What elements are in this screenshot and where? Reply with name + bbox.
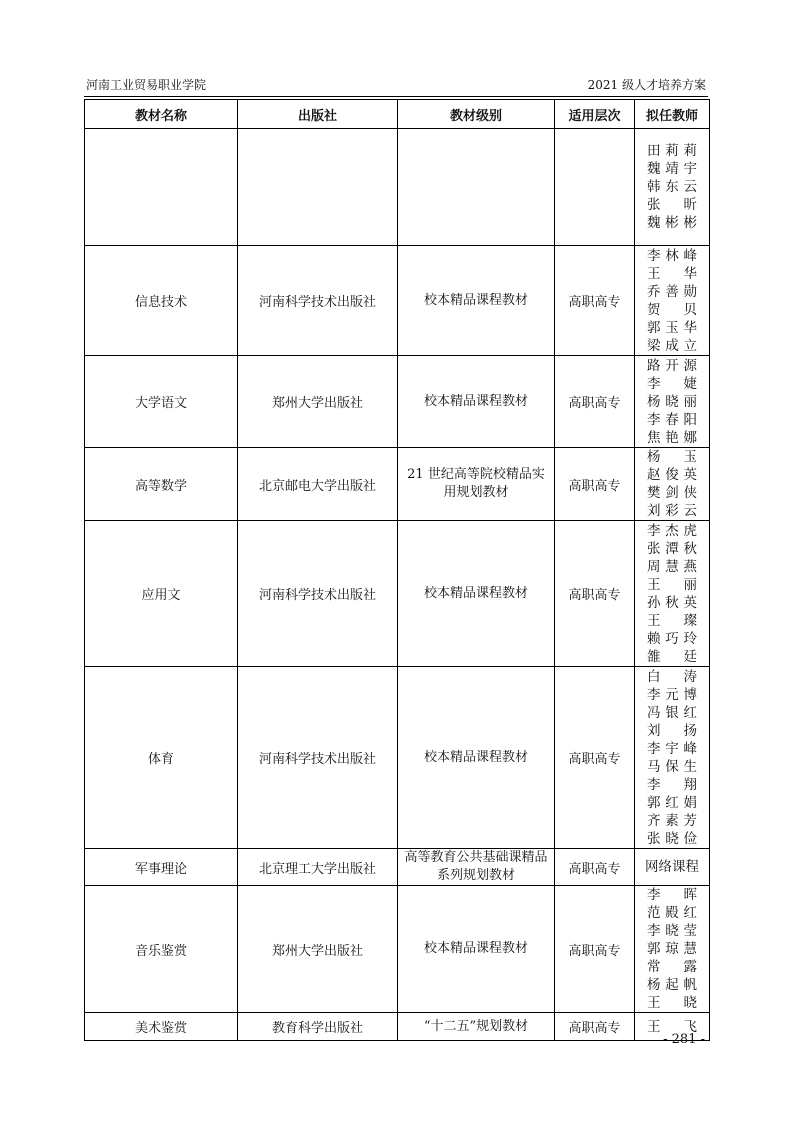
- teacher-name: 乔善勋: [647, 283, 697, 300]
- publisher-cell: [238, 129, 398, 246]
- teacher-list: [635, 668, 709, 848]
- publisher-cell-text: 北京邮电大学出版社: [258, 478, 376, 494]
- table-row: [85, 356, 710, 448]
- teacher-name: 魏靖宇: [647, 161, 697, 177]
- teacher-name: 王 飞: [647, 1018, 697, 1035]
- teachers-cell: [635, 667, 710, 849]
- table-row: [85, 129, 710, 246]
- teachers-cell: [635, 246, 710, 356]
- header-rule: [84, 96, 708, 97]
- applicable-tier-cell-text: 高职高专: [568, 295, 621, 310]
- teacher-name: 李 婕: [647, 375, 697, 392]
- textbook-name-cell: [85, 129, 238, 246]
- applicable-tier-cell: [555, 521, 635, 667]
- header-plan-title: 2021 级人才培养方案: [587, 78, 706, 92]
- table-header-row: [85, 100, 710, 129]
- textbook-level-cell: [398, 356, 555, 448]
- publisher-cell: [238, 667, 398, 849]
- column-header: 适用层次: [555, 100, 635, 129]
- teacher-name: 李宇峰: [647, 740, 697, 757]
- textbook-name-cell: [85, 448, 238, 521]
- teacher-name: 网络课程: [645, 859, 699, 875]
- textbook-name-cell-text: 美术鉴赏: [134, 1021, 187, 1036]
- teacher-name: 李元博: [647, 686, 697, 703]
- textbook-level-cell-text: 21 世纪高等院校精品实用规划教材: [407, 467, 545, 500]
- applicable-tier-cell-text: 高职高专: [568, 861, 621, 877]
- teacher-name: 张晓俭: [647, 830, 697, 847]
- publisher-cell: [238, 521, 398, 667]
- teacher-name: 李 晖: [647, 887, 697, 903]
- teacher-name: 梁成立: [647, 337, 697, 354]
- applicable-tier-cell: [555, 246, 635, 356]
- teacher-name: 李林峰: [647, 247, 697, 264]
- teacher-list: [635, 448, 709, 520]
- teacher-name: 刘 扬: [647, 722, 697, 739]
- table-row: [85, 1013, 710, 1041]
- textbook-level-cell: [398, 849, 555, 886]
- teacher-name: 杨 玉: [647, 449, 697, 465]
- teacher-name: 郭琼慧: [647, 941, 697, 957]
- column-header: 教材级别: [398, 100, 555, 129]
- applicable-tier-cell: [555, 356, 635, 448]
- teacher-list: [635, 858, 709, 876]
- textbook-level-cell-text: 校本精品课程教材: [423, 393, 528, 409]
- applicable-tier-cell: [555, 448, 635, 521]
- teacher-name: 韩东云: [647, 179, 697, 195]
- teacher-name: 赖巧玲: [647, 630, 697, 647]
- table-row: [85, 849, 710, 886]
- teachers-cell: [635, 521, 710, 667]
- textbook-table: [84, 99, 710, 1041]
- page-header: [84, 75, 708, 95]
- applicable-tier-cell-text: 高职高专: [568, 752, 621, 767]
- teacher-name: 刘彩云: [647, 503, 697, 519]
- publisher-cell-text: 河南科学技术出版社: [258, 588, 376, 603]
- textbook-name-cell: [85, 1013, 238, 1041]
- textbook-name-cell: [85, 246, 238, 356]
- textbook-name-cell: [85, 356, 238, 448]
- teachers-cell: [635, 886, 710, 1013]
- teacher-name: 李春阳: [647, 411, 697, 428]
- teacher-name: 王 晓: [647, 995, 697, 1011]
- publisher-cell: [238, 356, 398, 448]
- teacher-name: 白 涛: [647, 668, 697, 685]
- teacher-name: 常 露: [647, 959, 697, 975]
- header-institution: 河南工业贸易职业学院: [86, 78, 207, 92]
- publisher-cell-text: 教育科学出版社: [271, 1021, 363, 1036]
- table-row: [85, 521, 710, 667]
- applicable-tier-cell: [555, 667, 635, 849]
- applicable-tier-cell: [555, 1013, 635, 1041]
- textbook-level-cell: [398, 448, 555, 521]
- textbook-name-cell: [85, 849, 238, 886]
- textbook-name-cell-text: 大学语文: [134, 396, 187, 411]
- textbook-level-cell: [398, 129, 555, 246]
- teacher-name: 赵俊英: [647, 467, 697, 483]
- table-row: [85, 246, 710, 356]
- teacher-name: 孙秋英: [647, 594, 697, 611]
- teacher-name: 李 翔: [647, 776, 697, 793]
- teacher-name: 马保生: [647, 758, 697, 775]
- teacher-name: 贺 贝: [647, 301, 697, 318]
- teacher-list: [635, 886, 709, 1012]
- publisher-cell: [238, 849, 398, 886]
- textbook-level-cell-text: 校本精品课程教材: [423, 749, 528, 765]
- teacher-name: 张 昕: [647, 197, 697, 213]
- teacher-name: 田莉莉: [647, 143, 697, 159]
- applicable-tier-cell-text: 高职高专: [568, 1021, 621, 1036]
- textbook-level-cell: [398, 521, 555, 667]
- teacher-name: 郭玉华: [647, 319, 697, 336]
- teacher-name: 王 华: [647, 265, 697, 282]
- publisher-cell: [238, 448, 398, 521]
- teacher-name: 雒 廷: [647, 648, 697, 665]
- teachers-cell: [635, 129, 710, 246]
- applicable-tier-cell-text: 高职高专: [568, 943, 621, 959]
- teachers-cell: [635, 448, 710, 521]
- textbook-level-cell: [398, 246, 555, 356]
- teacher-name: 范殿红: [647, 905, 697, 921]
- textbook-level-cell-text: 校本精品课程教材: [423, 941, 528, 956]
- teacher-list: [635, 357, 709, 447]
- column-header: 出版社: [238, 100, 398, 129]
- textbook-level-cell: [398, 1013, 555, 1041]
- table-row: [85, 667, 710, 849]
- teachers-cell: [635, 356, 710, 448]
- publisher-cell: [238, 246, 398, 356]
- teacher-name: 周慧燕: [647, 558, 697, 575]
- publisher-cell-text: 郑州大学出版社: [271, 396, 363, 411]
- textbook-level-cell-text: 校本精品课程教材: [423, 292, 528, 308]
- teacher-name: 齐素芳: [647, 812, 697, 829]
- publisher-cell-text: 河南科学技术出版社: [258, 295, 376, 310]
- teacher-name: 张潭秋: [647, 540, 697, 557]
- teacher-name: 王 丽: [647, 576, 697, 593]
- textbook-level-cell-text: “十二五”规划教材: [423, 1018, 529, 1034]
- teacher-list: [635, 142, 709, 232]
- teacher-name: 王 璨: [647, 612, 697, 629]
- teacher-name: 郭红娟: [647, 794, 697, 811]
- textbook-name-cell-text: 高等数学: [134, 478, 187, 494]
- publisher-cell-text: 郑州大学出版社: [271, 943, 363, 959]
- page-number: - 281 -: [663, 1032, 705, 1047]
- teacher-name: 路开源: [647, 357, 697, 374]
- textbook-name-cell-text: 军事理论: [134, 861, 187, 877]
- applicable-tier-cell: [555, 849, 635, 886]
- applicable-tier-cell: [555, 886, 635, 1013]
- textbook-name-cell: [85, 667, 238, 849]
- teacher-name: 李杰虎: [647, 522, 697, 539]
- textbook-level-cell-text: 高等教育公共基础课精品系列规划教材: [404, 850, 548, 883]
- teacher-list: [635, 247, 709, 355]
- teacher-name: 焦艳娜: [647, 429, 697, 446]
- applicable-tier-cell: [555, 129, 635, 246]
- column-header: 拟任教师: [635, 100, 710, 129]
- textbook-level-cell: [398, 886, 555, 1013]
- teacher-name: 樊剑侠: [647, 485, 697, 501]
- textbook-name-cell-text: 应用文: [141, 588, 181, 603]
- applicable-tier-cell-text: 高职高专: [568, 396, 621, 411]
- publisher-cell: [238, 1013, 398, 1041]
- applicable-tier-cell-text: 高职高专: [568, 478, 621, 494]
- textbook-name-cell-text: 信息技术: [134, 295, 187, 310]
- column-header: 教材名称: [85, 100, 238, 129]
- textbook-level-cell: [398, 667, 555, 849]
- textbook-name-cell: [85, 886, 238, 1013]
- publisher-cell-text: 北京理工大学出版社: [258, 861, 376, 877]
- textbook-name-cell-text: 体育: [147, 752, 174, 767]
- teacher-name: 杨晓丽: [647, 393, 697, 410]
- teacher-list: [635, 522, 709, 666]
- teacher-name: 冯银红: [647, 704, 697, 721]
- textbook-name-cell: [85, 521, 238, 667]
- applicable-tier-cell-text: 高职高专: [568, 588, 621, 603]
- publisher-cell: [238, 886, 398, 1013]
- teacher-name: 李晓莹: [647, 923, 697, 939]
- teachers-cell: [635, 849, 710, 886]
- teacher-name: 魏彬彬: [647, 215, 697, 231]
- textbook-name-cell-text: 音乐鉴赏: [134, 943, 187, 959]
- textbook-level-cell-text: 校本精品课程教材: [423, 585, 528, 601]
- publisher-cell-text: 河南科学技术出版社: [258, 752, 376, 767]
- table-row: [85, 448, 710, 521]
- teacher-name: 杨起帆: [647, 977, 697, 993]
- table-row: [85, 886, 710, 1013]
